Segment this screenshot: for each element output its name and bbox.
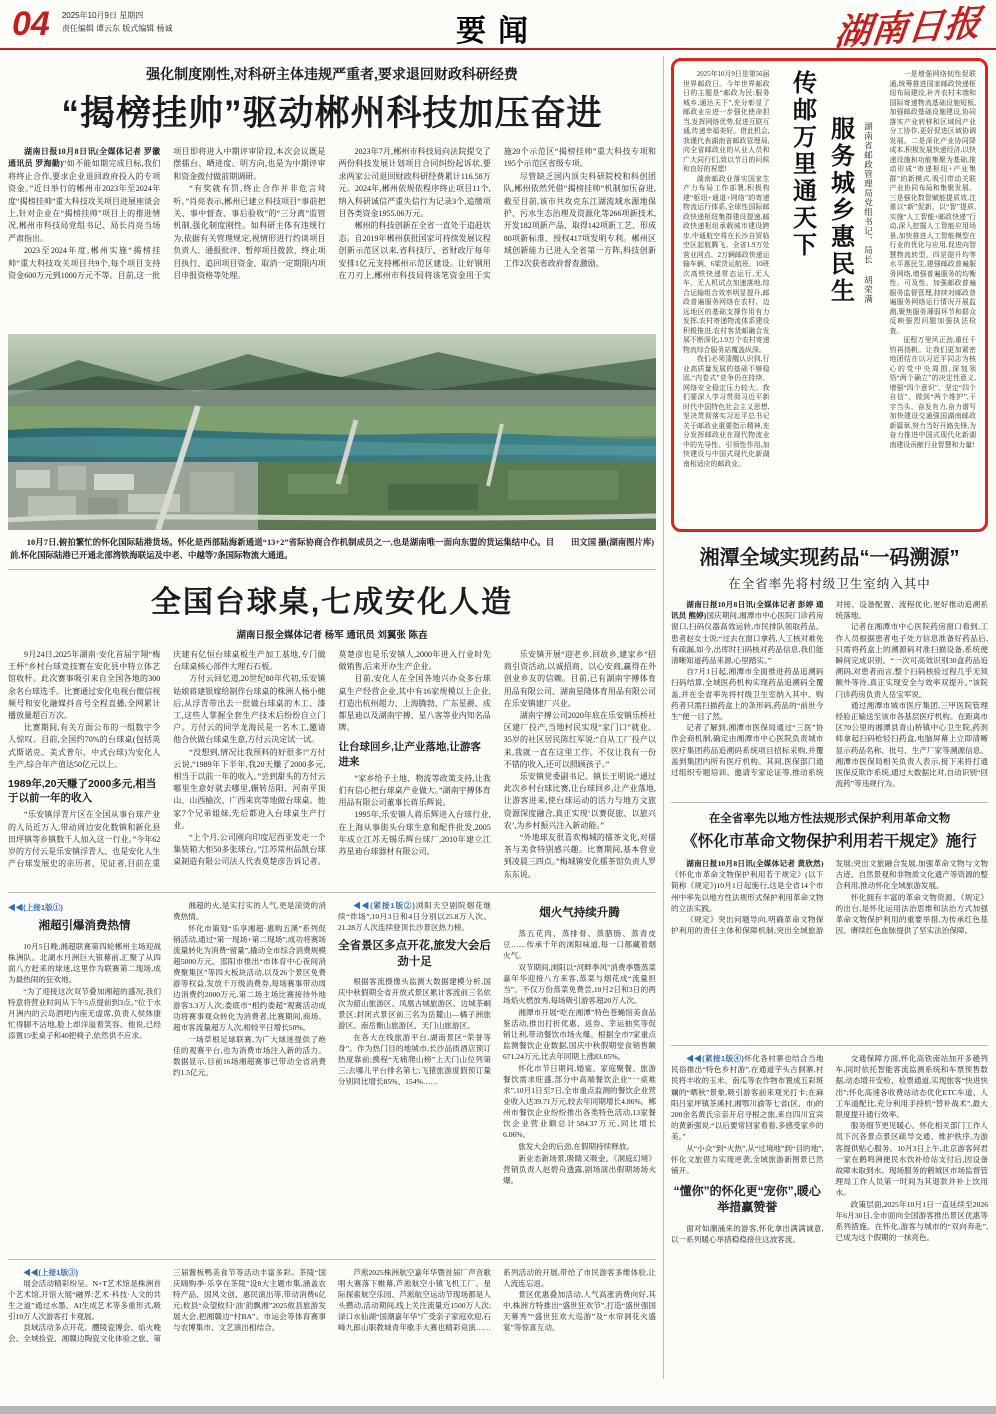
article-paragraph: 征程万里风正劲,重任千钧再扬帆。让我们更加紧密地团结在以习近平同志为核心的党中央周围,深刻领悟“两个确立”的决定性意义,增强“四个意识”、坚定“四个自信”、做到“两个维护”,干字当头、奋发有力,奋力谱写加快建设交通强国湖南邮政新篇章,努力当好开路先锋,为奋力推进中国式现代化新湖南建设贡献行业智慧和力量! — [889, 337, 976, 449]
article-paragraph: “上个月,公司刚向印度尼西亚发走一个集装箱大柜50多张球台。”江苏常州品凯台球桌制造有限公司法人代表莫楚彦告诉记者。莫楚彦也是乐安镇人,2000年进入行业时先做销售,后来开办生产企业。 — [173, 650, 491, 867]
masthead-logo: 湖南日报 — [832, 3, 983, 53]
article-paragraph: 在各大在线旅游平台,湖南景区“荣誉等身”。作为热门目的地城市,长沙品质酒店预订热度靠前;携程“无痛爬山榜”上天门山位列第三;去哪儿平台排名第七;飞猪旅游度假预订量分别同比增长85%、154%…… — [338, 1033, 491, 1087]
article-paragraph: 从“小众”到“火热”,从“过境地”到“目的地”,怀化文旅借力实现逆袭,全域旅游新图景已然铺开。 — [671, 1143, 824, 1176]
article-paragraph: 1995年,乐安镇人蒋乐辉进入台球行业,在上海从事街头台球生意和配件批发,2005年成立江苏无锡乐辉台球厂,2010年建立江苏星迪台球器材有限公司。 — [338, 810, 491, 856]
article-paragraph: 方付云回忆道,20世纪80年代初,乐安镇姑娘蒋建银嫁给制作台球桌的株洲人杨小健后,从浮青带出去一批做台球桌的木工、漆工,这些人掌握全套生产技术后纷纷自立门户。方付云的同学龙海民是一名木工,邀请他合伙做台球桌生意,方付云决定试一试。 — [173, 674, 326, 745]
page-bottom-edge — [0, 1406, 996, 1414]
article-paragraph: 自7月1日起,湘潭市全面推进药品追溯码扫码结算,全域医药机构实现药品追溯码全覆盖,并在全省率先将村级卫生室纳入其中。购药者只需扫描药盒上的条形码,药品的“前世今生”便一目了然。 — [671, 667, 824, 722]
continuation-grid — [8, 900, 656, 1379]
article-paragraph: “没想到,情况比我预料的好很多!”方付云说,“1989年下半年,我20天赚了2000多元,相当于以前一年的收入。”尝到甜头的方付云哪里生意好就去哪里,辗转岳阳、河南平顶山、山西榆次、广西来宾等地做台球桌。他家7个兄弟姐妹,先后都进入台球桌生产行业。 — [173, 747, 326, 830]
photo-credit: 田文国 摄(湖南图片库) — [570, 538, 654, 547]
article-paragraph: 景区优惠叠加活动,人气高涨消费向好,其中,株洲方特推出“盛世狂欢节”,打造“盛世强国天幕秀”“盛世狂欢大巡游”及“水帘洞花火盛宴”等惊喜互动。 — [503, 1290, 656, 1332]
jump-marker: ◀◀(上接1版①) — [8, 903, 63, 912]
continuation-column — [8, 900, 161, 1252]
article-paragraph: 湖南日报10月8日讯(全媒体记者 黄欣然)《怀化市革命文物保护利用若干规定》(以下简称《规定》)10月1日起施行,这是全省14个市州中率先以地方性法规形式保护利用革命文物的立法实践。 — [671, 859, 824, 913]
article-headline: 全国台球桌,七成安化人造 — [150, 586, 514, 619]
article-paragraph: 记者在湘潭市中心医院药房窗口看到,工作人员根据患者电子处方信息准备好药品后,只需将药盒上的溯源码对准扫描设备,系统便瞬间完成识别。“一次可高效识别30盒药品追溯码,对患者而言,整个扫码核验过程几乎无须额外等待,真正实现安全与效率双提升。”该院门诊药房负责人岳宝军说。 — [835, 622, 988, 699]
article-paragraph: “外地球友很喜欢梅城的擂茶文化,对擂茶与美食特别感兴趣。比赛期间,基本营业到凌晨三四点。”梅城镇安化擂茶馆负责人罗东东说。 — [503, 833, 656, 879]
article-paragraph: 通过湘潭市城市医疗集团,三甲医院管理经验正输送至该市各基层医疗机构。在距离市区70公里的湘潭县青山桥镇中心卫生院,药剂师拿起扫码枪轻扫药盒,电脑屏幕上立即清晰显示药品名称、批号、生产厂家等溯源信息。湘潭市医保局相关负责人表示,接下来将打通医保反欺诈系统,通过大数据比对,自动识别“回流药”等违规行为。 — [835, 700, 988, 789]
page-number: 04 — [12, 5, 50, 43]
aerial-landscape-image — [8, 334, 656, 530]
article-paragraph: 怀化拥有丰富的革命文物资源。《规定》的出台,是怀化运用法治思维和法治方式加强革命文物保护利用的重要举措,为传承红色基因、赓续红色血脉提供了坚实法治保障。 — [835, 892, 988, 936]
jump-marker: ◀◀(紧接1版④)怀化各村寨也结合当地民俗推出“特色乡村游”,在通道芋头古侗寨,村民将丰收的玉米、南瓜等农作物布置成五彩斑斓的“晒秋”景象,吸引游客前来观光打卡;在麻阳吕家坪镇茶溪村,湘鄂川渝等七省(区、市)的200余名黄氏宗亲开启寻根之旅,来自四川宜宾的黄新强说:“以后要常回家看看,多感受家乡的美。” — [671, 1054, 824, 1142]
article-postal-box — [671, 58, 988, 532]
article-body-left — [683, 70, 770, 520]
article-paragraph: 乐安镇党委副书记、镇长王明说:“通过此次乡村台球比赛,让台球回乡,让产业落地,让游客进来,使台球运动的活力与地方文旅资源深度融合,真正实现‘以赛促旅、以旅兴农’,为乡村振兴注入新动能。” — [503, 772, 656, 830]
continuation-column — [173, 900, 326, 1252]
article-paragraph: 2023至2024年度,郴州实施“揭榜挂帅”重大科技攻关项目共9个,每个项目支持资金600万元到1000万元不等。目前,这一批项目即将进入中期评审阶段,本次会议既是摆擂台、晒进度、明方向,也是为中期评审和资金拨付做前期调研。 — [8, 147, 326, 281]
article-paragraph: 尽管缺乏国内顶尖科研院校和科创团队,郴州依然凭借“揭榜挂帅”机制加压奋进,截至目前,该市共攻克东江湖流域水源地保护、污水生态治理及资源化等266项新技术,开发182项新产品、取得142项新工艺、形成80项新标准、授权417项发明专利。郴州区域创新能力已进入全省第一方阵,科技创新工作2次获省政府督查激励。 — [503, 171, 656, 268]
article-paragraph: 我们必须清醒认识到,行业高质量发展的基础不够稳固,“内卷式”竞争仍在持续、网络安全稳定压力较大。我们要深入学习贯彻习近平新时代中国特色社会主义思想,坚决贯彻落实习近平总书记关于邮政业重要指示精神,充分发挥邮政业在现代物流业中的先导性、引领性作用,加快建设与中国式现代化新湖南相适应的邮政业。 — [683, 356, 770, 468]
column-divider — [663, 56, 664, 1379]
article-paragraph: 记者了解到,湘潭市医保局通过“三医”协作会商机制,确定由湘潭市中心医院负责城市医疗集团药品追溯码系统项目招标采购,并覆盖到集团内所有医疗机构。其间,医保部门通过组织专题培训、邀请专家论证等,推动系统对接、设备配置、流程优化,更好推动追溯系统落地。 — [671, 600, 988, 778]
article-headline: “揭榜挂帅”驱动郴州科技加压奋进 — [61, 94, 603, 133]
page-header — [0, 0, 996, 53]
article-paragraph: 政策层面,2025年10月1日一直延续至2026年6月30日,全市面向全国游客推出景区优惠等系列措施。在怀化,游客与城市的“双向奔赴”,已成为这个假期的一抹亮色。 — [835, 1199, 988, 1243]
article-headline: 湘潭全域实现药品“一码溯源” — [699, 547, 960, 569]
headline-line-2: 服务城乡惠民生 — [826, 116, 853, 305]
article-subhead: “懂你”的怀化更“宠你”,暖心举措赢赞誉 — [673, 1184, 821, 1215]
left-region — [8, 56, 656, 1379]
article-subhead: 1989年,20天赚了2000多元,相当于以前一年的收入 — [8, 778, 157, 805]
date-line: 2025年10月9日 星期四 — [61, 11, 144, 20]
article-paragraph: 《规定》突出问题导向,明确革命文物保护利用的责任主体和保障机制;突出全域旅游发展;突出文旅融合发展,加强革命文物与文物古迹、自然景观和非物质文化遗产等资源的整合利用,推动怀化全域旅游发展。 — [671, 859, 988, 936]
article-paragraph: 怀化市节日期间,婚宴、家庭聚餐、旅游餐饮需求旺盛,部分中高端餐饮企业“一桌难求”,10月1日至7日,全市重点监测的餐饮企业营业收入达39.71万元,较去年同期增长4.86%。郴州市餐饮企业纷纷推出各类特色活动,13家餐饮企业营业额总计584.37万元,同比增长6.06%。 — [503, 1063, 656, 1139]
article-paragraph: 湘潭市开展“吃在湘潭”特色苍蝇馆美食品鉴活动,推出打折优惠、返券、幸运抽奖等促销让利,带动餐饮市场火爆。根据全市7家重点监测餐饮企业数据,国庆中秋假期堂食销售额671.24万元,比去年同期上涨83.05%。 — [503, 1007, 656, 1061]
article-paragraph: 服务细节更见暖心。怀化相关部门工作人员下沉各景点景区疏导交通、维护秩序,为游客提供贴心服务。10月3日上午,北京游客何君一家在鹤鸣洲便民水饮补给站支付后,因设备故障未取到水。现场服务的鹤城区市场监督管理局工作人员第一时间为其退款并补上饮用水。 — [835, 1121, 988, 1198]
article-paragraph: 交通保障方面,怀化高铁南站加开多趟列车,同时依托智能客流监测系统和车票预售数据,动态增开安检、检票通道,实现旅客“快进快出”;怀化高速各收费站动态优化ETC车道、人工车道配比,充分利用手持机“替补战术”,最大限度提升通行效率。 — [835, 1054, 988, 1120]
jump-marker: ◀◀(紧接1版②)浏阳天空剧院烟花继续“炸场”,10月3日和4日分别以25.8万人次、21.28万人次连续登顶长沙景区热力榜。 — [338, 901, 491, 932]
article-body — [671, 858, 988, 1038]
article-body-right — [890, 70, 977, 520]
dateline: 湖南日报10月8日讯(全媒体记者 罗徽 通讯员 罗海勤) — [8, 147, 161, 169]
article-paragraph: 湖南邮政业落实国家生产力布局工作部署,积极构建“枢纽+通道+网络”的寄递物流运行体系,全球性国际邮政快递枢纽集群建设提速,邮政快递枢纽承载城市建设跨步,中通航空将在长沙自贸临空区起航腾飞。全省1.9万处营业网点、2万辆邮政快递运输车辆、6架货运航班、10班次高铁快递常态运行,无人车、无人机试点加速落地,综合运输组合效率明显提升,邮政普遍服务网络在农村、边远地区的基础支撑作用有力发挥,农村寄递物流体系建设积极推进,农村客货邮融合发展不断深化,1.9万个农村寄递物流综合服务站覆盖纵深。 — [683, 175, 770, 354]
continuation-column — [503, 900, 656, 1252]
article-paragraph: 湖南日报10月8日讯(全媒体记者 罗徽 通讯员 罗海勤)“如不能如期完成目标,我们将终止合作,要求企业退回政府投入的专项资金。”近日举行的郴州市2023年至2024年度“揭榜挂帅”重大科技攻关项目进展座谈会上,针对企业在“揭榜挂帅”项目上的推进情况,郴州市科技局党组书记、局长肖亮当场严肃指出。 — [8, 147, 161, 243]
article-paragraph: 县域活动多点开花。醴陵瓷博会、焰火晚会、全城捡瓷、湘赣边陶瓷文化体验之旅、第三届酱板鸭美食节等活动丰富多彩。茶陵“国庆嗨购季·乐享在茶陵”设8大主题市集,涵盖农特产品、国风文创、惠民演出等,带动消费6亿元;攸县“众望攸归‘油’韵飘湘”2025攸县旅游发展大会,把湘赣边“村BA”、市运会等体育赛事与农博集市、文艺演出相结合。 — [8, 1268, 326, 1343]
article-subhead: 在全省率先将村级卫生室纳入其中 — [728, 577, 931, 591]
article-headline — [785, 70, 858, 520]
article-paragraph: 比赛期间,有关方面公布的一组数字令人惊叹。目前,全国约70%的台球桌(包括英式斯诺克、美式普尔、中式台球)为安化人生产,综合年产值达50亿元以上。 — [8, 723, 161, 769]
article-paragraph: 湖南日报10月8日讯(全媒体记者 彭婷 通讯员 熊婷)国庆期间,湘潭市中心医院门诊药房窗口,扫码仪器高效运转,市民排队领取药品。患者赵女士说:“过去在窗口拿药,人工核对难免有疏漏,如今,出库时扫码核对药品信息,我们能清晰知道药品来源,心里踏实。” — [671, 600, 824, 666]
article-paragraph: 根据客流摄像头监测大数据建模分析,国庆中秋假期全省开放式景区累计客流前三名依次为韶山旅游区、凤凰古城旅游区、边城茶峒景区;封闭式景区前三名为岳麓山—橘子洲旅游区、南岳衡山旅游区、天门山旅游区。 — [338, 977, 491, 1031]
article-byline: 湖南日报全媒体记者 杨军 通讯员 刘翼张 陈壵 — [236, 630, 428, 641]
article-huaihua-regulation — [671, 810, 988, 1038]
article-paragraph: 目前,安化人在全国各地兴办众多台球桌生产经营企业,其中有16家规模以上企业,打造出杭州超力、上海腾勃、广东星爵、成都星迪以及湖南宇搏、星八客等业内知名品牌。 — [338, 674, 491, 733]
article-paragraph: “乐安镇浮青片区在全国从事台球产业的人员近万人,带动周边安化数镇和新化县田坪镇等乡镇数千人加入这一行业。”今年62岁的方付云是乐安镇浮青人、也是安化人生产台球发展史的亲历者、见证者,目前在重庆建有亿恒台球桌板生产加工基地,专门做台球桌核心部件大理石石板。 — [8, 650, 326, 869]
photo-caption: 田文国 摄(湖南图片库) 10月7日,俯拍繁忙的怀化国际陆港货场。怀化是西部陆海新通道“13+2”省际协商合作机制成员之一,也是湖南唯一面向东盟的货运集结中心。目前,怀化国际陆港已开通北部湾铁海联运及中老、中越等7条国际物流大通道。 — [10, 538, 654, 560]
article-chenzhou — [8, 64, 656, 328]
article-paragraph: “为了迎接这次双节叠加湘超的盛况,我们特意将营业时间从下午5点提前到3点。”位于水月洲内的云岛酒吧内座无虚席,负责人侯体康忙得脚不沾地,脸上却洋溢着笑容。他说,已经添置15张桌子和40把椅子,依然供不应求。 — [8, 986, 161, 1040]
article-paragraph: 一是增强网络韧性促联通,统筹推进国家邮政快递枢纽布局建设,补齐农村末端和国际寄递物流基础设施短板,加强邮政基础设施建设,协同落实产业转移和区域间产业分工协作,更好促进区域协调发展。二是深化产业协同降成本,积极发展快递经济,以快递设施和功能集聚为基础,推动形成“寄递枢纽+产业集群”的新模式,吸引带动关联产业协同布局和集聚发展。三是强化数智赋能提质效,注重以“新”促新、以“智”提质,实施“人工智能+邮政快递”行动,深入挖掘人工智能应用场景,加快推进人工智能模型在行业的优化与应用,促进向智慧物流转型。四是提升均等水平惠民生,建强邮政普遍服务网络,增强普遍服务的均衡性、可及性。加强邮政普遍服务监督管理,持续对邮政普遍服务网络运行情况开展监测,聚焦服务薄弱环节和群众反映强烈问题加强执法检查。 — [889, 71, 976, 335]
article-paragraph: 旅发大会的后劲,在假期持续释放。 — [518, 1141, 634, 1151]
article-paragraph: “家乡给予土地、物流等政策支持,让我们有信心把台球桌产业做大。”湖南宇搏体育用品有限公司董事长蒋乐辉说。 — [338, 773, 491, 808]
article-subhead: 让台球回乡,让产业落地,让游客进来 — [338, 741, 481, 768]
right-region — [671, 56, 988, 1379]
article-paragraph: 郴州的科技创新在全省一直处于追赶状态。自2019年郴州获批国家可持续发展议程创新示范区以来,省科技厅、省财政厅每年安排1亿元支持郴州示范区建设。让好钢用在刀刃上,郴州市科技局将该笔资金用于实施20个示范区“揭榜挂帅”重大科技专项和195个示范区省级专项。 — [338, 147, 656, 281]
article-xiangtan — [671, 541, 988, 795]
editors-line: 责任编辑 谭云东 版式编辑 杨诚 — [61, 23, 173, 33]
continuation-flow — [8, 1267, 656, 1379]
section-divider — [8, 569, 656, 570]
article-subhead: 烟火气持续升腾 — [539, 907, 620, 919]
dateline: 湖南日报10月8日讯(全媒体记者 黄欣然) — [686, 859, 824, 868]
section-divider — [8, 1259, 656, 1260]
article-body — [671, 1053, 988, 1355]
article-billiards — [8, 577, 656, 885]
headline-line-1: 传邮万里通天下 — [788, 70, 815, 259]
article-body — [8, 146, 656, 328]
article-body — [671, 599, 988, 795]
continuation-column — [338, 900, 491, 1252]
section-divider — [8, 892, 656, 893]
article-paragraph: 芦淞2025株洲航空嘉年华暨首届厂声音歌唱大赛落下帷幕,芦淞航空小镇飞机工厂、星际探索航空乐园、芦淞航空运动节现场都是人头攒动,活动期间,线上关注流量近1500万人次;渌口水仙湖“国潮嘉年华”广受亲子家庭欢迎,石峰九郎山职教城青年歌手大赛也精彩竞演……系列活动的开展,带给了市民游客多维体验,让人流连忘返。 — [338, 1268, 656, 1332]
article-paragraph: 展会活动精彩纷呈。N+T艺术馆是株洲首个艺术馆,开馆大展“融界:艺术·科技·人文的共生之道”通过水墨、AI生成艺术等多重形式,吸引10万人次游客打卡观展。 — [8, 1279, 161, 1321]
article-subhead: 全省景区多点开花,旅发大会后劲十足 — [338, 940, 491, 968]
article-headline: 《怀化市革命文物保护利用若干规定》施行 — [682, 833, 977, 850]
publication-info — [62, 10, 173, 36]
article-body — [8, 649, 656, 885]
article-paragraph: 怀化市策划“乐享湘超·惠购五溪”系列促销活动,通过“第一现场+第二现场”,成功将赛场流量转化为消费“留量”,撬动全市综合消费规模超5000万元。邵阳市推出“市体育中心夜间消费聚集区”等四大板块活动,以及26个景区免费游等权益,发放千万级消费券,每场赛事带动周边消费约2000万元,第二场主场比赛接待外地游客3.3万人次;娄底市“相约娄超”观赛活动成功将赛事观众转化为消费者,比赛期间,商场、超市客流量超万人次,相较平日增长50%。 — [173, 924, 326, 1032]
article-kicker: 强化制度刚性,对科研主体违规严重者,要求退回财政科研经费 — [146, 66, 518, 82]
dateline: 湖南日报10月8日讯(全媒体记者 彭婷 通讯员 熊婷) — [671, 600, 824, 621]
article-paragraph: 新业态新场景,吸睛又吸金。《洞庭幻境》营销负责人赵碧舟透露,剧场演出假期场场火爆。 — [503, 1153, 656, 1185]
article-paragraph: 9月24日,2025年湖南·安化首届宇翔“梅王杯”乡村台球竞技赛在安化县中特立体艺馆收杆。此次赛事吸引来自全国各地的300余名台球选手。比赛通过安化电视台微信视频号和安化融媒抖音号全程直播,全网累计播放量超百万次。 — [8, 650, 161, 721]
article-paragraph: 2023年7月,郴州市科技局向法院提交了两份科技发展计划项目合同纠纷起诉状,要求两家公司退回财政科研经费累计116.58万元。2024年,郴州依规依程序终止项目11个,纳入科研诚信严重失信行为记录3个,追缴项目各类资金1955.06万元。 — [338, 147, 491, 219]
article-paragraph: “有奖就有罚,终止合作并非危言耸听。”肖亮表示,郴州已建立科技项目“事前把关、事中督查、事后验收”的“三分离”监管机制,强化制度刚性。如科研主体有违规行为,依据有关管理规定,视情形进行约谈项目负责人、通报批评、暂停项目拨款、终止项目执行、追回项目资金、取消一定期限内项目申报资格等处理。 — [173, 184, 326, 281]
article-paragraph: 一场草根足球联赛,为广大球迷提供了绝佳的观赛平台,也为消费市场注入新的活力。数据显示,目前16场湘超赛事已带动全省消费约1.5亿元。 — [173, 1035, 326, 1077]
section-divider — [671, 802, 988, 803]
jump-marker: ◀◀(上接1版③) — [23, 1268, 79, 1277]
news-photo — [8, 334, 656, 562]
article-byline: 湖南省邮政管理局党组书记、局长 胡荣满 — [863, 122, 874, 304]
article-paragraph: 10月5日晚,湘超联赛第四轮郴州主场迎战株洲队。北湖水月洲巨大银幕前,汇聚了从四面八方赶来的球迷,这里作为联赛第二现场,成为最热闹的狂欢地。 — [8, 941, 161, 984]
article-paragraph: 双节期间,浏阳以“河畔季风”消费季暨蒸菜嘉年华迎接八方来客,蒸菜与烟花成“流量担当”。不仅万份蒸菜免费尝,10月2日和3日的两场焰火燃放秀,每场吸引游客超20万人次。 — [503, 962, 656, 1005]
article-paragraph: 2025年10月9日是第56届世界邮政日。今年世界邮政日的主题是“邮政为民:服务城乡,通达天下”,充分彰显了邮政业应进一步强化使命担当,发挥网络优势,促进互联互通,传递幸福美好。借此机会,我谨代表湖南省邮政管理局,向全省邮政业的从业人员和广大同行们,致以节日的问候和良好的祝愿! — [683, 71, 770, 173]
article-kicker: 在全省率先以地方性法规形式保护利用革命文物 — [708, 813, 951, 825]
vertical-title-block — [777, 70, 883, 520]
section-divider — [671, 1045, 988, 1046]
article-paragraph: 乐安镇开展“迎老乡,回故乡,建家乡”招商引资活动,以诚招商、以心安商,赢得在外创业乡友的信赖。目前,已有湖南宇搏体育用品有限公司、湖南星隆体育用品有限公司在乐安镇建厂兴业。 — [503, 650, 656, 708]
continuation-huaihua — [671, 1053, 988, 1355]
section-title: 要闻 — [456, 15, 540, 48]
article-paragraph: 蒸五花肉、蒸排骨、蒸腊肠、蒸青皮豆……传承千年的浏阳味道,每一口都藏着烟火气。 — [503, 928, 656, 960]
article-paragraph: 面对如潮涌来的游客,怀化拿出满满诚意,以一系列暖心举措稳稳接住这波客流。 — [671, 1223, 824, 1244]
article-paragraph: 湖南宇搏公司2020年底在乐安镇乐桥社区建厂投产,当地村民实现“家门口”就业。35岁的社区居民陈红军说:“自从工厂投产以来,我就一直在这里工作。不仅让我有一份不错的收入,还可以照顾孩子。” — [503, 711, 656, 769]
article-paragraph: 湘超的火,是实打实的人气,更是滚烫的消费热情。 — [173, 901, 326, 921]
article-subhead: 湘超引爆消费热情 — [38, 920, 131, 932]
